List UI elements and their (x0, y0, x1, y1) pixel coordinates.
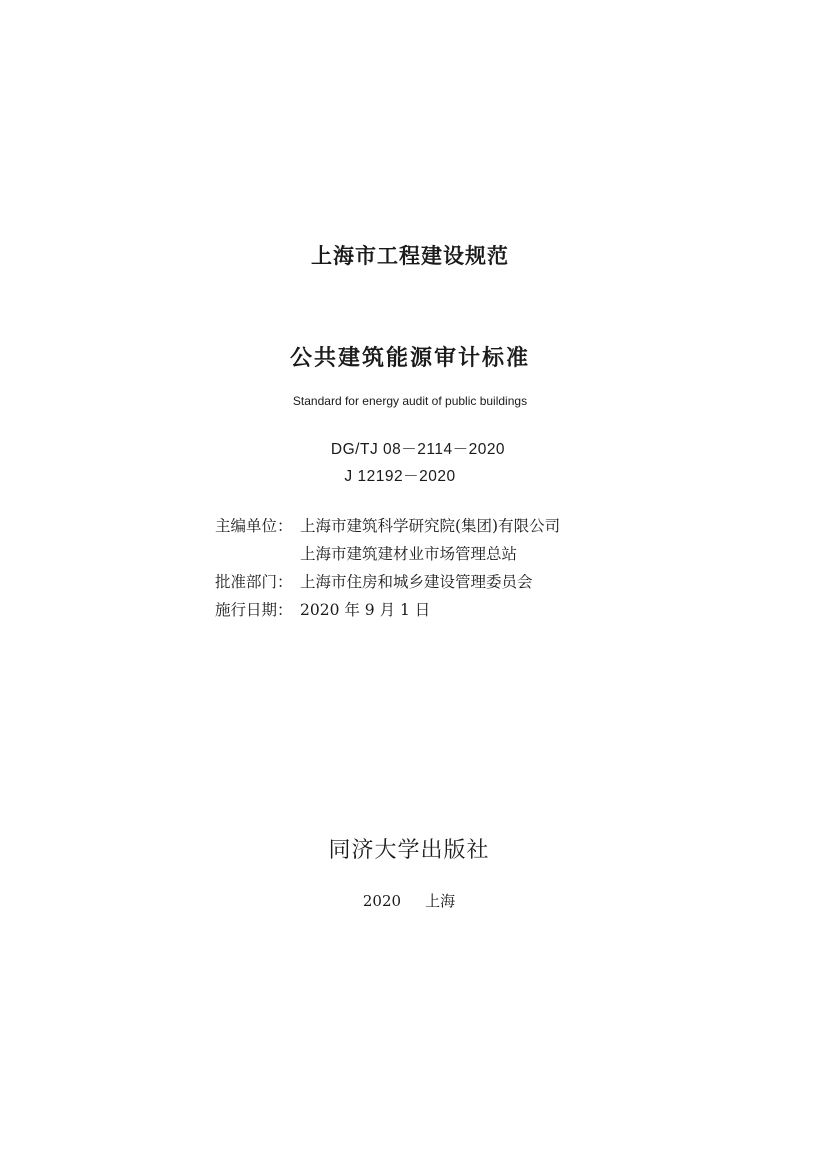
standard-code-j: J 12192－2020 (344, 468, 456, 485)
effective-date-value: 2020 年 9 月 1 日 (300, 601, 431, 619)
document-title: 公共建筑能源审计标准 (289, 346, 530, 371)
effective-date-label: 施行日期： (215, 601, 293, 619)
chief-editor-value: 上海市建筑科学研究院(集团)有限公司 (300, 517, 561, 535)
publication-year: 2020 (362, 892, 402, 910)
publication-line (0, 890, 819, 911)
standard-code-dgtj: DG/TJ 08－2114－2020 (330, 441, 506, 458)
approval-row (215, 568, 560, 596)
effective-date-row (215, 596, 560, 624)
document-info-block (215, 512, 560, 624)
publisher-name: 同济大学出版社 (328, 838, 490, 863)
standard-series-heading: 上海市工程建设规范 (311, 244, 509, 268)
english-title: Standard for energy audit of public buildings (292, 394, 528, 408)
publication-city: 上海 (425, 892, 456, 910)
approval-label: 批准部门： (215, 573, 293, 591)
chief-editor-value-2: 上海市建筑建材业市场管理总站 (300, 545, 518, 563)
approval-value: 上海市住房和城乡建设管理委员会 (300, 573, 533, 591)
chief-editor-row (215, 512, 560, 540)
chief-editor-label: 主编单位： (215, 517, 293, 535)
chief-editor-row-2 (215, 540, 560, 568)
